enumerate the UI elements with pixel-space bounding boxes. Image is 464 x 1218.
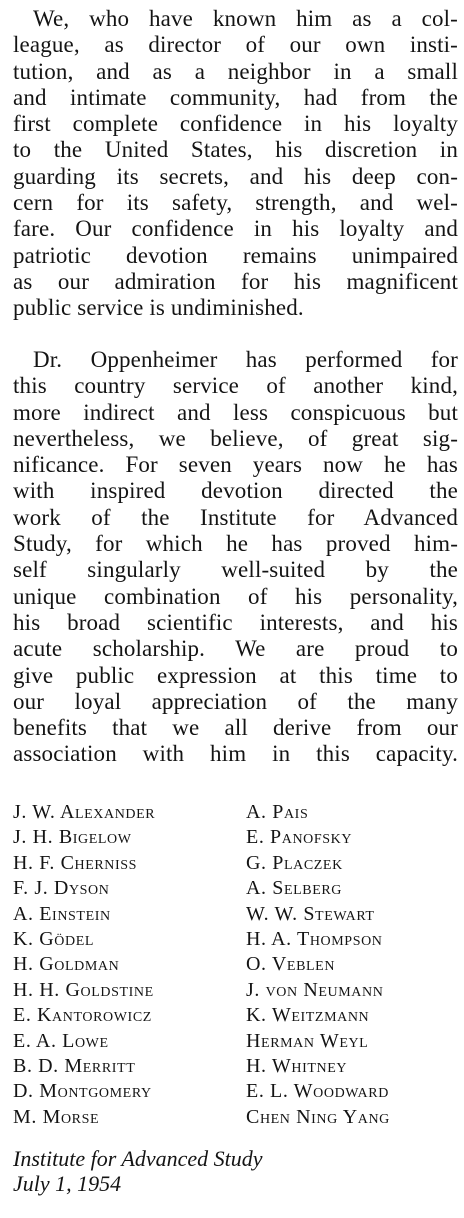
institution-name: Institute for Advanced Study: [13, 1146, 263, 1171]
signatory-name: M. Morse: [13, 1105, 100, 1128]
signatory-name: H. F. Cherniss: [13, 851, 138, 874]
paragraph-line: first complete confidence in his loyalty: [13, 111, 458, 137]
letter-footer: [13, 1146, 263, 1196]
signatory-name: A. Pais: [246, 801, 309, 823]
signatory-name: J. H. Bigelow: [13, 826, 132, 849]
paragraph-line: association with him in this capacity.: [13, 741, 458, 767]
paragraph-line: self singularly well-suited by the: [13, 557, 458, 583]
signatory-name: A. Selberg: [246, 877, 343, 900]
paragraph-line: acute scholarship. We are proud to: [13, 636, 458, 662]
paragraph-line: patriotic devotion remains unimpaired: [13, 242, 458, 268]
paragraph-line: Study, for which he has proved him-: [13, 531, 458, 557]
signatory-name: B. D. Merritt: [13, 1054, 136, 1077]
paragraph-line: to the United States, his discretion in: [13, 137, 458, 163]
paragraph-line: our loyal appreciation of the many: [13, 688, 458, 714]
signatory-name: H. Whitney: [246, 1054, 348, 1077]
paragraph-line: work of the Institute for Advanced: [13, 504, 458, 530]
paragraph-line: cern for its safety, strength, and wel-: [13, 190, 458, 216]
paragraph-line: and intimate community, had from the: [13, 84, 458, 110]
signatory-name: H. Goldman: [13, 953, 120, 976]
paragraph-line: league, as director of our own insti-: [13, 32, 458, 58]
paragraph-line: We, who have known him as a col-: [33, 6, 458, 31]
signatory-name: Herman Weyl: [246, 1029, 369, 1052]
signatory-name: F. J. Dyson: [13, 877, 110, 900]
paragraph-line: this country service of another kind,: [13, 373, 458, 399]
signatory-name: G. Placzek: [246, 851, 343, 874]
signatory-name: O. Veblen: [246, 953, 336, 976]
paragraph-line: with inspired devotion directed the: [13, 478, 458, 504]
signatory-name: H. H. Goldstine: [13, 978, 154, 1001]
signatories: [13, 800, 458, 1140]
paragraph-line: nificance. For seven years now he has: [13, 452, 458, 478]
signatory-name: D. Montgomery: [13, 1080, 152, 1103]
signatory-name: E. Kantorowicz: [13, 1004, 152, 1027]
signatory-name: E. L. Woodward: [246, 1080, 389, 1103]
signatory-name: W. W. Stewart: [246, 902, 375, 925]
paragraph-1: [13, 6, 458, 322]
signatory-name: Chen Ning Yang: [246, 1105, 390, 1128]
paragraph-line: as our admiration for his magnificent: [13, 268, 458, 294]
signatory-name: E. A. Lowe: [13, 1029, 109, 1052]
paragraph-line: public service is undiminished.: [13, 295, 304, 321]
paragraph-2: [13, 347, 458, 768]
signatory-name: J. von Neumann: [246, 978, 384, 1001]
paragraph-line: Dr. Oppenheimer has performed for: [33, 347, 458, 372]
paragraph-line: more indirect and less conspicuous but: [13, 399, 458, 425]
paragraph-line: benefits that we all derive from our: [13, 715, 458, 741]
signatory-name: J. W. Alexander: [13, 801, 156, 823]
paragraph-line: fare. Our confidence in his loyalty and: [13, 216, 458, 242]
letter-date: July 1, 1954: [13, 1171, 122, 1196]
paragraph-line: his broad scientific interests, and his: [13, 609, 458, 635]
signatory-name: A. Einstein: [13, 902, 111, 925]
signatory-name: E. Panofsky: [246, 826, 353, 849]
signatories-left-column: [13, 800, 155, 1130]
signatories-right-column: [246, 800, 390, 1130]
paragraph-line: guarding its secrets, and his deep con-: [13, 163, 458, 189]
signatory-name: K. Weitzmann: [246, 1004, 370, 1027]
signatory-name: K. Gödel: [13, 927, 95, 950]
paragraph-line: nevertheless, we believe, of great sig-: [13, 425, 458, 451]
paragraph-line: tution, and as a neighbor in a small: [13, 58, 458, 84]
signatory-name: H. A. Thompson: [246, 927, 383, 950]
paragraph-line: give public expression at this time to: [13, 662, 458, 688]
paragraph-line: unique combination of his personality,: [13, 583, 458, 609]
